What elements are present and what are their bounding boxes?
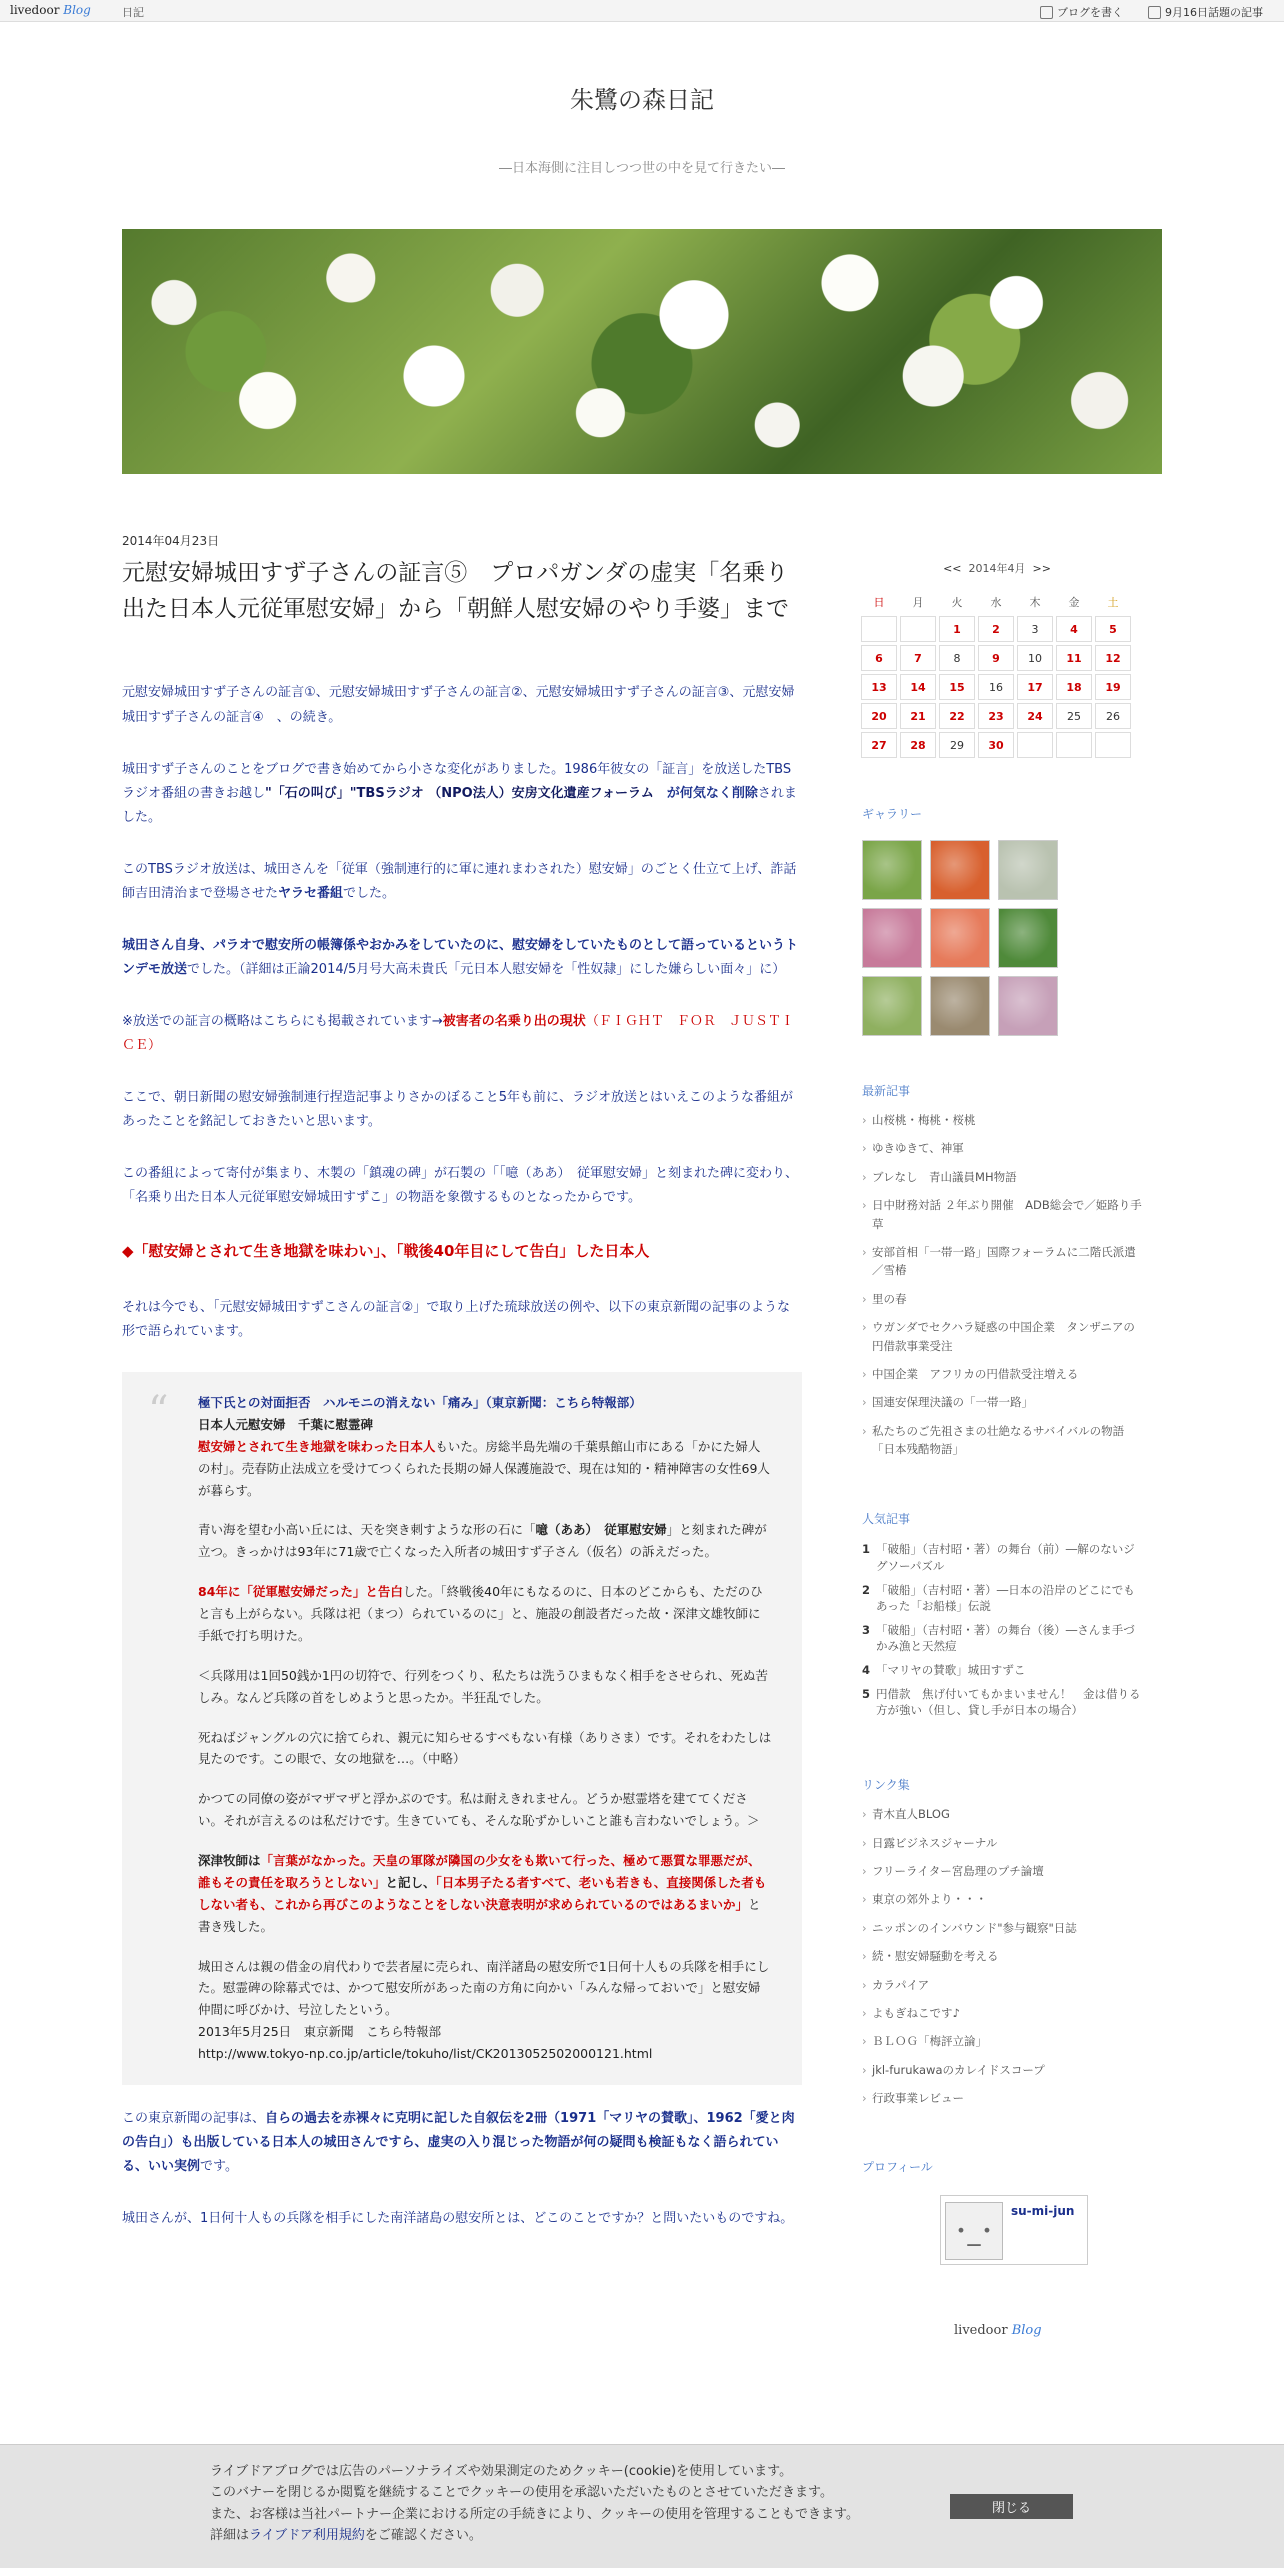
link-testimony-2b[interactable]: 元慰安婦城田すずこさんの証言② xyxy=(219,1299,414,1315)
rank-number: 4 xyxy=(862,1663,871,1678)
list-item[interactable]: › 国連安保理決議の「一帯一路」 xyxy=(862,1393,1142,1411)
recent-title: 最新記事 xyxy=(862,1084,911,1098)
calendar-day[interactable]: 22 xyxy=(939,703,975,729)
calendar-weekday: 日 xyxy=(873,596,885,609)
list-item[interactable]: › 安部首相「一帯一路」国際フォーラムに二階氏派遣／雪椿 xyxy=(862,1243,1142,1280)
list-item[interactable]: › 続・慰安婦騒動を考える xyxy=(862,1947,1142,1965)
rank-number: 2 xyxy=(862,1582,871,1597)
header-image xyxy=(122,229,1162,474)
list-item[interactable]: › 東京の郊外より・・・ xyxy=(862,1890,1142,1908)
paragraph-6: ここで、朝日新聞の慰安婦強制連行捏造記事よりさかのぼること5年も前に、ラジオ放送とはいえこのような番組があったことを銘記しておきたいと思います。 xyxy=(122,1089,794,1130)
sidebar xyxy=(862,560,1142,2338)
links-title: リンク集 xyxy=(862,1778,910,1793)
paragraph-4: 城田さん自身、パラオで慰安所の帳簿係やおかみをしていたのに、慰安婦をしていたものとして語っているというトンデモ放送でした。（詳細は正論2014/5月号大高未貴氏「元日本人慰安婦を「性奴隷」にした嫌らしい面々」に） xyxy=(122,937,799,977)
gallery-thumbnail[interactable] xyxy=(998,908,1058,968)
calendar-day[interactable]: 19 xyxy=(1095,674,1131,700)
recent-list xyxy=(862,1111,1142,1458)
calendar-day: 16 xyxy=(978,674,1014,700)
cookie-message: ライブドアブログでは広告のパーソナライズや効果測定のためクッキー(cookie)を使用しています。 このバナーを閉じるか閲覧を継続することでクッキーの使用を承認いただいたものとさせていただきます。 また、お客様は当社パートナー企業における所定の手続きにより、クッキーの使用を管理することもできます。 詳細はライブドア利用規約をご確認ください。 xyxy=(210,2464,859,2544)
list-item[interactable]: › ゆきゆきて、神軍 xyxy=(862,1139,1142,1157)
paragraph-3: このTBSラジオ放送は、城田さんを「従軍（強制連行的に軍に連れまわされた）慰安婦」のごとく仕立て上げ、詐話師吉田清治まで登場させたヤラセ番組でした。 xyxy=(122,861,797,901)
profile-box[interactable] xyxy=(940,2195,1088,2265)
calendar-day[interactable]: 6 xyxy=(861,645,897,671)
site-subtitle: ―日本海側に注目しつつ世の中を見て行きたい― xyxy=(498,161,785,176)
article xyxy=(122,530,802,2259)
list-item[interactable]: › ＢＬＯＧ「梅評立論」 xyxy=(862,2032,1142,2050)
list-item[interactable]: › ウガンダでセクハラ疑惑の中国企業 タンザニアの円借款事業受注 xyxy=(862,1318,1142,1355)
paragraph-5: ※放送での証言の概略はこちらにも掲載されています→被害者の名乗り出の現状（ＦＩＧＨＴ ＦＯＲ ＪＵＳＴＩＣＥ） xyxy=(122,1013,794,1053)
calendar-day[interactable]: 12 xyxy=(1095,645,1131,671)
calendar-weekday: 金 xyxy=(1068,596,1080,609)
list-item[interactable]: › 中国企業 アフリカの円借款受注増える xyxy=(862,1365,1142,1383)
calendar-prev[interactable]: << xyxy=(943,562,962,575)
gallery xyxy=(862,840,1142,1036)
link-victims[interactable]: 被害者の名乗り出の現状 xyxy=(442,1013,586,1029)
link-seiron[interactable]: 正論2014/5月号 xyxy=(284,961,383,977)
list-item[interactable]: › カラパイア xyxy=(862,1976,1142,1994)
link-testimony-2[interactable]: 元慰安婦城田すず子さんの証言② xyxy=(328,685,523,701)
rank-number: 3 xyxy=(862,1622,871,1637)
popular-title: 人気記事 xyxy=(862,1512,911,1527)
quote-icon: “ xyxy=(148,1388,169,1435)
post-date: 2014年04月23日 xyxy=(122,534,220,548)
list-item[interactable]: › よもぎねこです♪ xyxy=(862,2004,1142,2022)
list-item[interactable]: › 日露ビジネスジャーナル xyxy=(862,1834,1142,1852)
calendar-day[interactable]: 13 xyxy=(861,674,897,700)
profile-name[interactable]: su-mi-jun xyxy=(1011,2203,1075,2218)
terms-link[interactable]: ライブドア利用規約 xyxy=(249,2528,365,2544)
popular-item-text: 「破船」（吉村昭・著）の舞台（前）―解のないジグソーパズル xyxy=(876,1542,1135,1573)
pencil-icon xyxy=(1040,6,1053,19)
rank-number: 1 xyxy=(862,1542,871,1557)
list-item[interactable]: › ブレなし 青山議員MH物語 xyxy=(862,1168,1142,1186)
calendar-day xyxy=(861,616,897,642)
calendar xyxy=(858,588,1134,761)
list-item[interactable] xyxy=(862,1582,1142,1614)
paragraph-8: それは今でも、「元慰安婦城田すずこさんの証言②」で取り上げた琉球放送の例や、以下の東京新聞の記事のような形で語られています。 xyxy=(122,1299,791,1339)
paragraph-9: この東京新聞の記事は、自らの過去を赤裸々に克明に記した自叙伝を2冊（1971「マリヤの賛歌」、1962「愛と肉の告白」）も出版している日本人の城田さんですら、虚実の入り混じった物語が何の疑問も検証もなく語られている、いい実例です。 xyxy=(122,2110,795,2174)
calendar-month: 2014年4月 xyxy=(968,562,1026,575)
calendar-day[interactable]: 30 xyxy=(978,732,1014,758)
calendar-day: 29 xyxy=(939,732,975,758)
calendar-day[interactable]: 15 xyxy=(939,674,975,700)
livedoor-blog-footer-logo[interactable]: livedoor Blog xyxy=(954,2322,1042,2338)
gallery-thumbnail[interactable] xyxy=(862,908,922,968)
site-title[interactable]: 朱鷺の森日記 xyxy=(570,86,714,114)
gallery-thumbnail[interactable] xyxy=(862,840,922,900)
list-item[interactable] xyxy=(862,1662,1142,1678)
blockquote: “ 極下氏との対面拒否 ハルモニの消えない「痛み」（東京新聞：こちら特報部） 日本人元慰安婦 千葉に慰霊碑 慰安婦とされて生き地獄を味わった日本人もいた。房総半島先端の千葉県館山市にある「かにた婦人の村」。売春防止法成立を受けてつくられた長期の婦人保護施設で、現在は知的・精神障害の女性69人が暮らす。 青い海を望む小高い丘には、天を突き刺すような形の石に「噫（ああ） 従軍慰安婦」と刻まれた碑が立つ。きっかけは93年に71歳で亡くなった入所者の城田すず子さん（仮名）の訴えだった。 84年に「従軍慰安婦だった」と告白した。「終戦後40年にもなるのに、日本のどこからも、ただのひと言も上がらない。兵隊は祀（まつ）られているのに」と、施設の創設者だった故・深津文雄牧師に手紙で打ち明けた。 ＜兵隊用は1回50銭か1円の切符で、行列をつくり、私たちは洗うひまもなく相手をさせられ、死ぬ苦しみ。なんど兵隊の首をしめようと思ったか。半狂乱でした。 死ねばジャングルの穴に捨てられ、親元に知らせるすべもない有様（ありさま）です。それをわたしは見たのです。この眼で、女の地獄を…。（中略） かつての同僚の姿がマザマザと浮かぶのです。私は耐えきれません。どうか慰霊塔を建ててください。それが言えるのは私だけです。生きていても、そんな恥ずかしいこと誰も言わないでしょう。＞ 深津牧師は「言葉がなかった。天皇の軍隊が隣国の少女をも欺いて行った、極めて悪質な罪悪だが、誰もその責任を取ろうとしない」と記し、「日本男子たる者すべて、老いも若きも、直接関係した者もしない者も、これから再びこのようなことをしない決意表明が求められているのではあるまいか」と書き残した。 城田さんは親の借金の肩代わりで芸者屋に売られ、南洋諸島の慰安所で1日何十人もの兵隊を相手にした。慰霊碑の除幕式では、かつて慰安所があった南の方角に向かい「みんな帰っておいで」と慰安婦仲間に呼びかけ、号泣したという。 2013年5月25日 東京新聞 こちら特報部 http://www.tokyo-np.co.jp/article/tokuho/list/CK2013052502000121.html xyxy=(122,1372,802,2085)
calendar-day xyxy=(1095,732,1131,758)
gallery-thumbnail[interactable] xyxy=(930,976,990,1036)
gallery-thumbnail[interactable] xyxy=(862,976,922,1036)
calendar-day[interactable]: 28 xyxy=(900,732,936,758)
list-item[interactable]: › 山桜桃・梅桃・桜桃 xyxy=(862,1111,1142,1129)
paragraph-2: 城田すず子さんのことをブログで書き始めてから小さな変化がありました。1986年彼女の「証言」を放送したTBSラジオ番組の書きお越し"「石の叫び」"TBSラジオ （NPO法人）安房文化遺産フォーラム が何気なく削除されました。 xyxy=(122,761,797,825)
calendar-day: 25 xyxy=(1056,703,1092,729)
topic-articles-link[interactable]: 9月16日話題の記事 xyxy=(1148,4,1263,20)
list-item[interactable]: › ニッポンのインバウンド"参与観察"日誌 xyxy=(862,1919,1142,1937)
link-testimony-3[interactable]: 元慰安婦城田すず子さんの証言③ xyxy=(535,685,730,701)
calendar-day xyxy=(1056,732,1092,758)
avatar: ･_･ xyxy=(945,2202,1003,2260)
popular-item-text: 「破船」（吉村昭・著）―日本の沿岸のどこにでもあった「お船様」伝説 xyxy=(876,1582,1135,1613)
livedoor-blog-logo[interactable]: livedoor Blog xyxy=(10,3,91,17)
list-item[interactable]: › 日中財務対話 ２年ぶり開催 ADB総会で／姫路り手草 xyxy=(862,1196,1142,1233)
calendar-day[interactable]: 27 xyxy=(861,732,897,758)
gallery-thumbnail[interactable] xyxy=(930,840,990,900)
calendar-day[interactable]: 21 xyxy=(900,703,936,729)
profile-title: プロフィール xyxy=(862,2159,933,2174)
calendar-day[interactable]: 1 xyxy=(939,616,975,642)
calendar-icon xyxy=(1148,6,1161,19)
top-bar xyxy=(0,0,1284,22)
calendar-day xyxy=(1017,732,1053,758)
calendar-day[interactable]: 11 xyxy=(1056,645,1092,671)
links-list xyxy=(862,1805,1142,2107)
calendar-next[interactable]: >> xyxy=(1032,562,1051,575)
calendar-day[interactable]: 4 xyxy=(1056,616,1092,642)
calendar-day[interactable]: 23 xyxy=(978,703,1014,729)
paragraph-10: 城田さんが、1日何十人もの兵隊を相手にした南洋諸島の慰安所とは、どこのことですか？と問いたいものですね。 xyxy=(122,2211,794,2227)
link-testimony-4[interactable]: 元慰安婦城田すず子さんの証言④ xyxy=(122,685,795,725)
calendar-day[interactable]: 17 xyxy=(1017,674,1053,700)
diary-link[interactable]: 日記 xyxy=(122,6,144,19)
list-item[interactable]: › 私たちのご先祖さまの壮絶なるサバイバルの物語「日本残酷物語」 xyxy=(862,1422,1142,1459)
calendar-day: 10 xyxy=(1017,645,1053,671)
calendar-header xyxy=(852,560,1142,576)
list-item[interactable]: › 青木直人BLOG xyxy=(862,1805,1142,1823)
link-testimony-1[interactable]: 元慰安婦城田すず子さんの証言① xyxy=(122,685,316,701)
tokyo-np-url-link[interactable]: http://www.tokyo-np.co.jp/article/tokuho/list/CK2013052502000121.html xyxy=(198,2046,653,2062)
calendar-day[interactable]: 18 xyxy=(1056,674,1092,700)
gallery-title: ギャラリー xyxy=(862,807,923,821)
calendar-weekday: 土 xyxy=(1107,596,1119,609)
popular-item-text: 「マリヤの賛歌」城田すずこ xyxy=(876,1663,1026,1678)
calendar-weekday: 月 xyxy=(912,596,924,609)
calendar-day[interactable]: 2 xyxy=(978,616,1014,642)
rank-number: 5 xyxy=(862,1687,871,1702)
calendar-day xyxy=(900,616,936,642)
calendar-day[interactable]: 14 xyxy=(900,674,936,700)
paragraph-1: 元慰安婦城田すず子さんの証言①、元慰安婦城田すず子さんの証言②、元慰安婦城田すず子さんの証言③、元慰安婦城田すず子さんの証言④ 、の続き。 xyxy=(122,685,795,725)
calendar-day[interactable]: 24 xyxy=(1017,703,1053,729)
calendar-day[interactable]: 9 xyxy=(978,645,1014,671)
calendar-day: 26 xyxy=(1095,703,1131,729)
calendar-day[interactable]: 5 xyxy=(1095,616,1131,642)
list-item[interactable] xyxy=(862,1622,1142,1654)
gallery-thumbnail[interactable] xyxy=(998,976,1058,1036)
section-heading: ◆「慰安婦とされて生き地獄を味わい」、「戦後40年目にして告白」した日本人 xyxy=(122,1242,650,1261)
link-tbs-radio[interactable]: "「石の叫び」"TBSラジオ （NPO法人）安房文化遺産フォーラム xyxy=(265,785,654,801)
list-item[interactable]: › 里の春 xyxy=(862,1290,1142,1308)
calendar-day[interactable]: 20 xyxy=(861,703,897,729)
cookie-close-button[interactable]: 閉じる xyxy=(950,2494,1073,2519)
calendar-weekday: 水 xyxy=(990,596,1002,609)
cookie-banner xyxy=(0,2444,1284,2568)
calendar-day[interactable]: 7 xyxy=(900,645,936,671)
post-title[interactable]: 元慰安婦城田すず子さんの証言⑤ プロパガンダの虚実「名乗り出た日本人元従軍慰安婦」から「朝鮮人慰安婦のやり手婆」まで xyxy=(122,560,789,622)
calendar-day: 3 xyxy=(1017,616,1053,642)
list-item[interactable]: › フリーライター宮島理のプチ論壇 xyxy=(862,1862,1142,1880)
list-item[interactable] xyxy=(862,1541,1142,1573)
gallery-thumbnail[interactable] xyxy=(930,908,990,968)
popular-item-text: 円借款 焦げ付いてもかまいません！ 金は借りる方が強い（但し、貸し手が日本の場合） xyxy=(876,1687,1141,1718)
list-item[interactable]: › jkl-furukawaのカレイドスコープ xyxy=(862,2061,1142,2079)
popular-list xyxy=(862,1541,1142,1718)
popular-item-text: 「破船」（吉村昭・著）の舞台（後）―さんま手づかみ漁と天然痘 xyxy=(876,1622,1135,1653)
write-blog-link[interactable]: ブログを書く xyxy=(1040,4,1123,20)
calendar-day: 8 xyxy=(939,645,975,671)
list-item[interactable] xyxy=(862,1686,1142,1718)
quote-source-link[interactable]: 極下氏との対面拒否 ハルモニの消えない「痛み」（東京新聞：こちら特報部） xyxy=(198,1395,642,1411)
list-item[interactable]: › 行政事業レビュー xyxy=(862,2089,1142,2107)
paragraph-7: この番組によって寄付が集まり、木製の「鎮魂の碑」が石製の「「噫（ああ） 従軍慰安婦」と刻まれた碑に変わり、「名乗り出た日本人元従軍慰安婦城田すずこ」の物語を象徴するものとなったからです。 xyxy=(122,1166,799,1206)
calendar-weekday: 火 xyxy=(951,596,963,609)
gallery-thumbnail[interactable] xyxy=(998,840,1058,900)
calendar-weekday: 木 xyxy=(1029,596,1041,609)
